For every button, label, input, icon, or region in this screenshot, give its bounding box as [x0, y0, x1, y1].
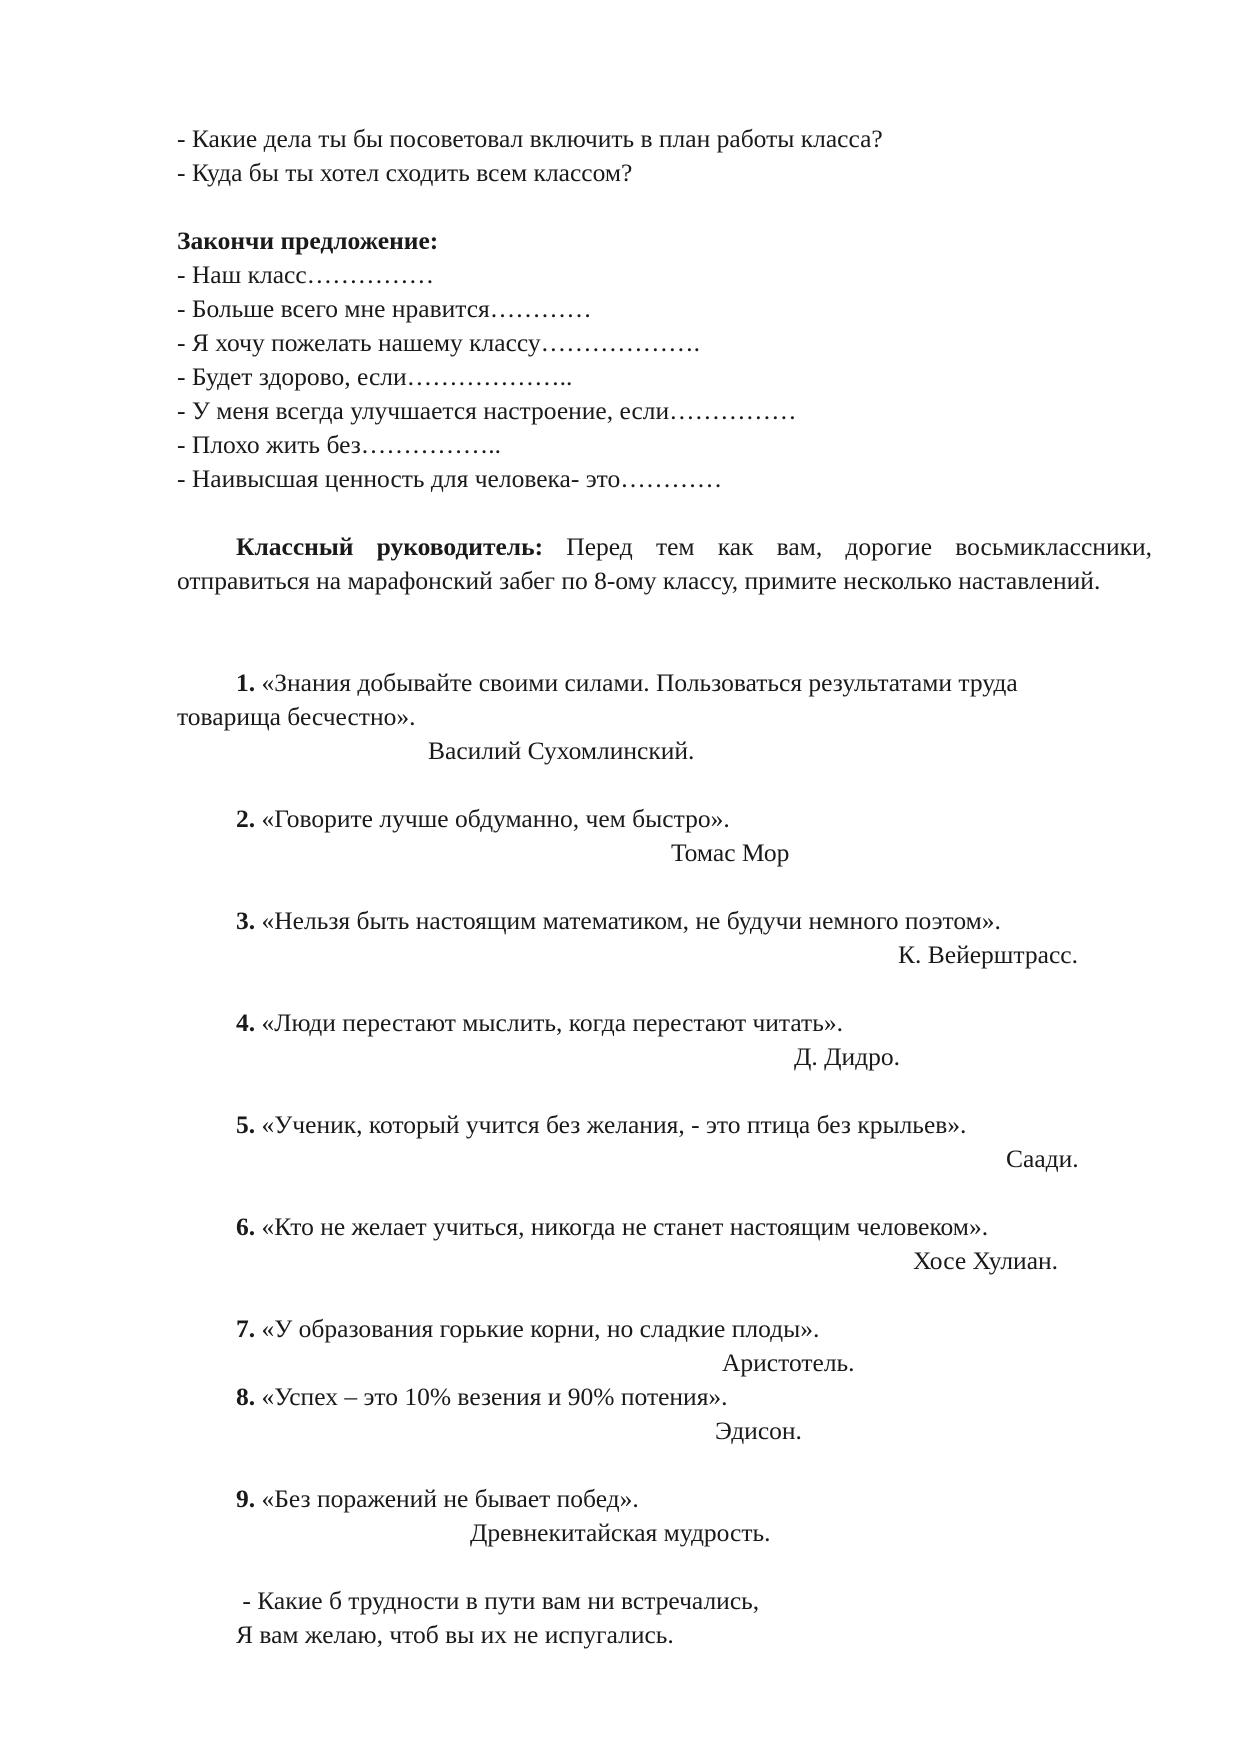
question-line: - Куда бы ты хотел сходить всем классом? [177, 158, 633, 187]
quote-number: 4. [236, 1008, 256, 1037]
quote-5 [236, 1108, 966, 1142]
quote-author: Аристотель. [722, 1348, 855, 1377]
teacher-paragraph [177, 530, 1152, 598]
finish-item: - Больше всего мне нравится………… [177, 294, 592, 323]
finish-heading: Закончи предложение: [177, 226, 439, 255]
quote-author: Древнекитайская мудрость. [470, 1518, 771, 1547]
quote-text: «Кто не желает учиться, никогда не станет настоящим человеком». [255, 1212, 989, 1241]
finish-item: - У меня всегда улучшается настроение, если…………… [177, 396, 797, 425]
quote-number: 8. [236, 1382, 256, 1411]
finish-item: - Плохо жить без…………….. [177, 430, 502, 459]
closing-line: Я вам желаю, чтоб вы их не испугались. [236, 1620, 674, 1649]
quote-2 [236, 802, 730, 836]
teacher-label: Классный руководитель: [236, 532, 544, 561]
finish-item: - Будет здорово, если……………….. [177, 362, 573, 391]
teacher-text: Перед тем как вам, дорогие восьмиклассники, отправиться на марафонский забег по 8-ому классу, примите несколько наставлений. [177, 532, 1153, 595]
quote-text: «Говорите лучше обдуманно, чем быстро». [255, 804, 730, 833]
quote-author: Саади. [1006, 1144, 1079, 1173]
quote-6 [236, 1210, 988, 1244]
quote-4 [236, 1006, 843, 1040]
quote-9 [236, 1482, 639, 1516]
quote-7 [236, 1312, 819, 1346]
quote-author: Василий Сухомлинский. [428, 736, 695, 765]
question-line: - Какие дела ты бы посоветовал включить в план работы класса? [177, 124, 883, 153]
quote-author: Эдисон. [715, 1416, 802, 1445]
quote-number: 2. [236, 804, 256, 833]
quote-author: К. Вейерштрасс. [898, 940, 1078, 969]
quote-author: Томас Мор [671, 838, 790, 867]
quote-text: «Нельзя быть настоящим математиком, не будучи немного поэтом». [255, 906, 1001, 935]
finish-item: - Наш класс…………… [177, 260, 435, 289]
quote-text-continued: товарища бесчестно». [177, 702, 416, 731]
closing-line: - Какие б трудности в пути вам ни встречались, [236, 1586, 760, 1615]
quote-number: 3. [236, 906, 256, 935]
quote-number: 9. [236, 1484, 256, 1513]
quote-number: 7. [236, 1314, 256, 1343]
quote-text: «Ученик, который учится без желания, - это птица без крыльев». [255, 1110, 967, 1139]
quote-number: 1. [236, 668, 256, 697]
quote-text: «Без поражений не бывает побед». [255, 1484, 639, 1513]
quote-8 [236, 1380, 728, 1414]
quote-1 [177, 666, 1152, 700]
quote-number: 5. [236, 1110, 256, 1139]
quote-number: 6. [236, 1212, 256, 1241]
finish-item: - Я хочу пожелать нашему классу………………. [177, 328, 700, 357]
quote-text: «Люди перестают мыслить, когда перестают читать». [255, 1008, 843, 1037]
quote-3 [236, 904, 1001, 938]
quote-text: «У образования горькие корни, но сладкие плоды». [255, 1314, 820, 1343]
quote-author: Хосе Хулиан. [913, 1246, 1059, 1275]
quote-text: «Успех – это 10% везения и 90% потения». [255, 1382, 728, 1411]
quote-author: Д. Дидро. [794, 1042, 901, 1071]
quote-text: «Знания добывайте своими силами. Пользоваться результатами труда [255, 668, 1018, 697]
finish-item: - Наивысшая ценность для человека- это………… [177, 464, 723, 493]
